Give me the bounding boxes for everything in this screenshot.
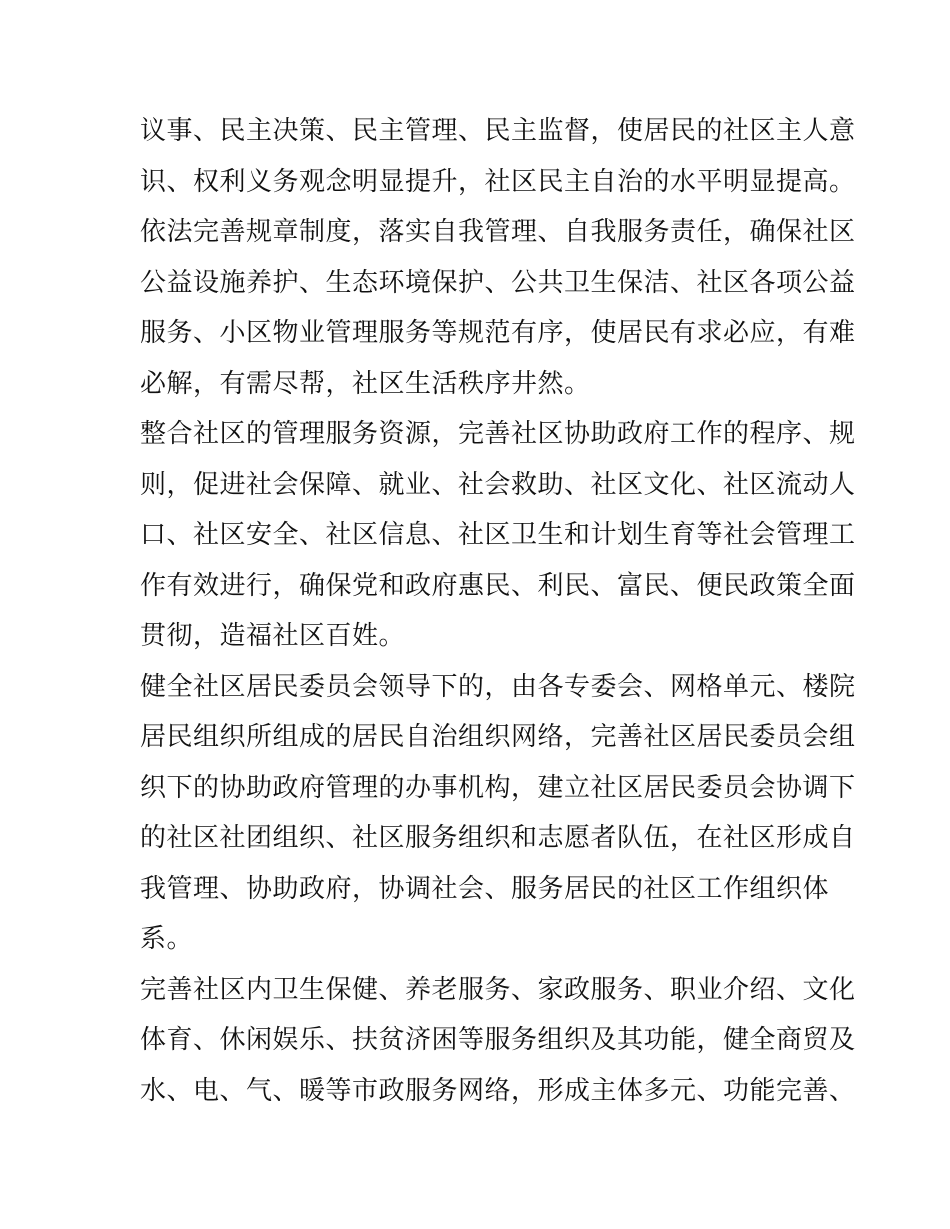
paragraph-3: [140, 409, 856, 662]
text-line: 整合社区的管理服务资源，完善社区协助政府工作的程序、规: [140, 419, 856, 449]
text-line: 口、社区安全、社区信息、社区卫生和计划生育等社会管理工: [140, 520, 856, 550]
text-line: 的社区社团组织、社区服务组织和志愿者队伍，在社区形成自: [140, 823, 856, 853]
text-line: 识、权利义务观念明显提升，社区民主自治的水平明显提高。: [140, 166, 856, 197]
text-line: 议事、民主决策、民主管理、民主监督，使居民的社区主人意: [140, 116, 856, 146]
paragraph-2: [140, 207, 856, 409]
body-text: [140, 106, 856, 1116]
text-line: 健全社区居民委员会领导下的，由各专委会、网格单元、楼院: [140, 671, 856, 702]
text-line: 公益设施养护、生态环境保护、公共卫生保洁、社区各项公益: [140, 267, 856, 298]
text-line: 服务、小区物业管理服务等规范有序，使居民有求必应，有难: [140, 318, 856, 348]
text-line: 则，促进社会保障、就业、社会救助、社区文化、社区流动人: [140, 469, 856, 500]
text-line: 依法完善规章制度，落实自我管理、自我服务责任，确保社区: [140, 217, 856, 247]
text-line: 居民组织所组成的居民自治组织网络，完善社区居民委员会组: [140, 722, 856, 752]
paragraph-4: [140, 662, 856, 965]
text-line: 我管理、协助政府，协调社会、服务居民的社区工作组织体: [140, 873, 830, 904]
text-line: 必解，有需尽帮，社区生活秩序井然。: [140, 368, 591, 399]
text-line: 系。: [140, 924, 194, 954]
paragraph-5: [140, 965, 856, 1117]
text-line: 作有效进行，确保党和政府惠民、利民、富民、便民政策全面: [140, 570, 856, 601]
paragraph-1: [140, 106, 856, 207]
text-line: 体育、休闲娱乐、扶贫济困等服务组织及其功能，健全商贸及: [140, 1025, 856, 1055]
text-line: 水、电、气、暖等市政服务网络，形成主体多元、功能完善、: [140, 1075, 856, 1106]
text-line: 贯彻，造福社区百姓。: [140, 621, 406, 651]
text-line: 织下的协助政府管理的办事机构，建立社区居民委员会协调下: [140, 772, 856, 803]
text-line: 完善社区内卫生保健、养老服务、家政服务、职业介绍、文化: [140, 974, 856, 1005]
